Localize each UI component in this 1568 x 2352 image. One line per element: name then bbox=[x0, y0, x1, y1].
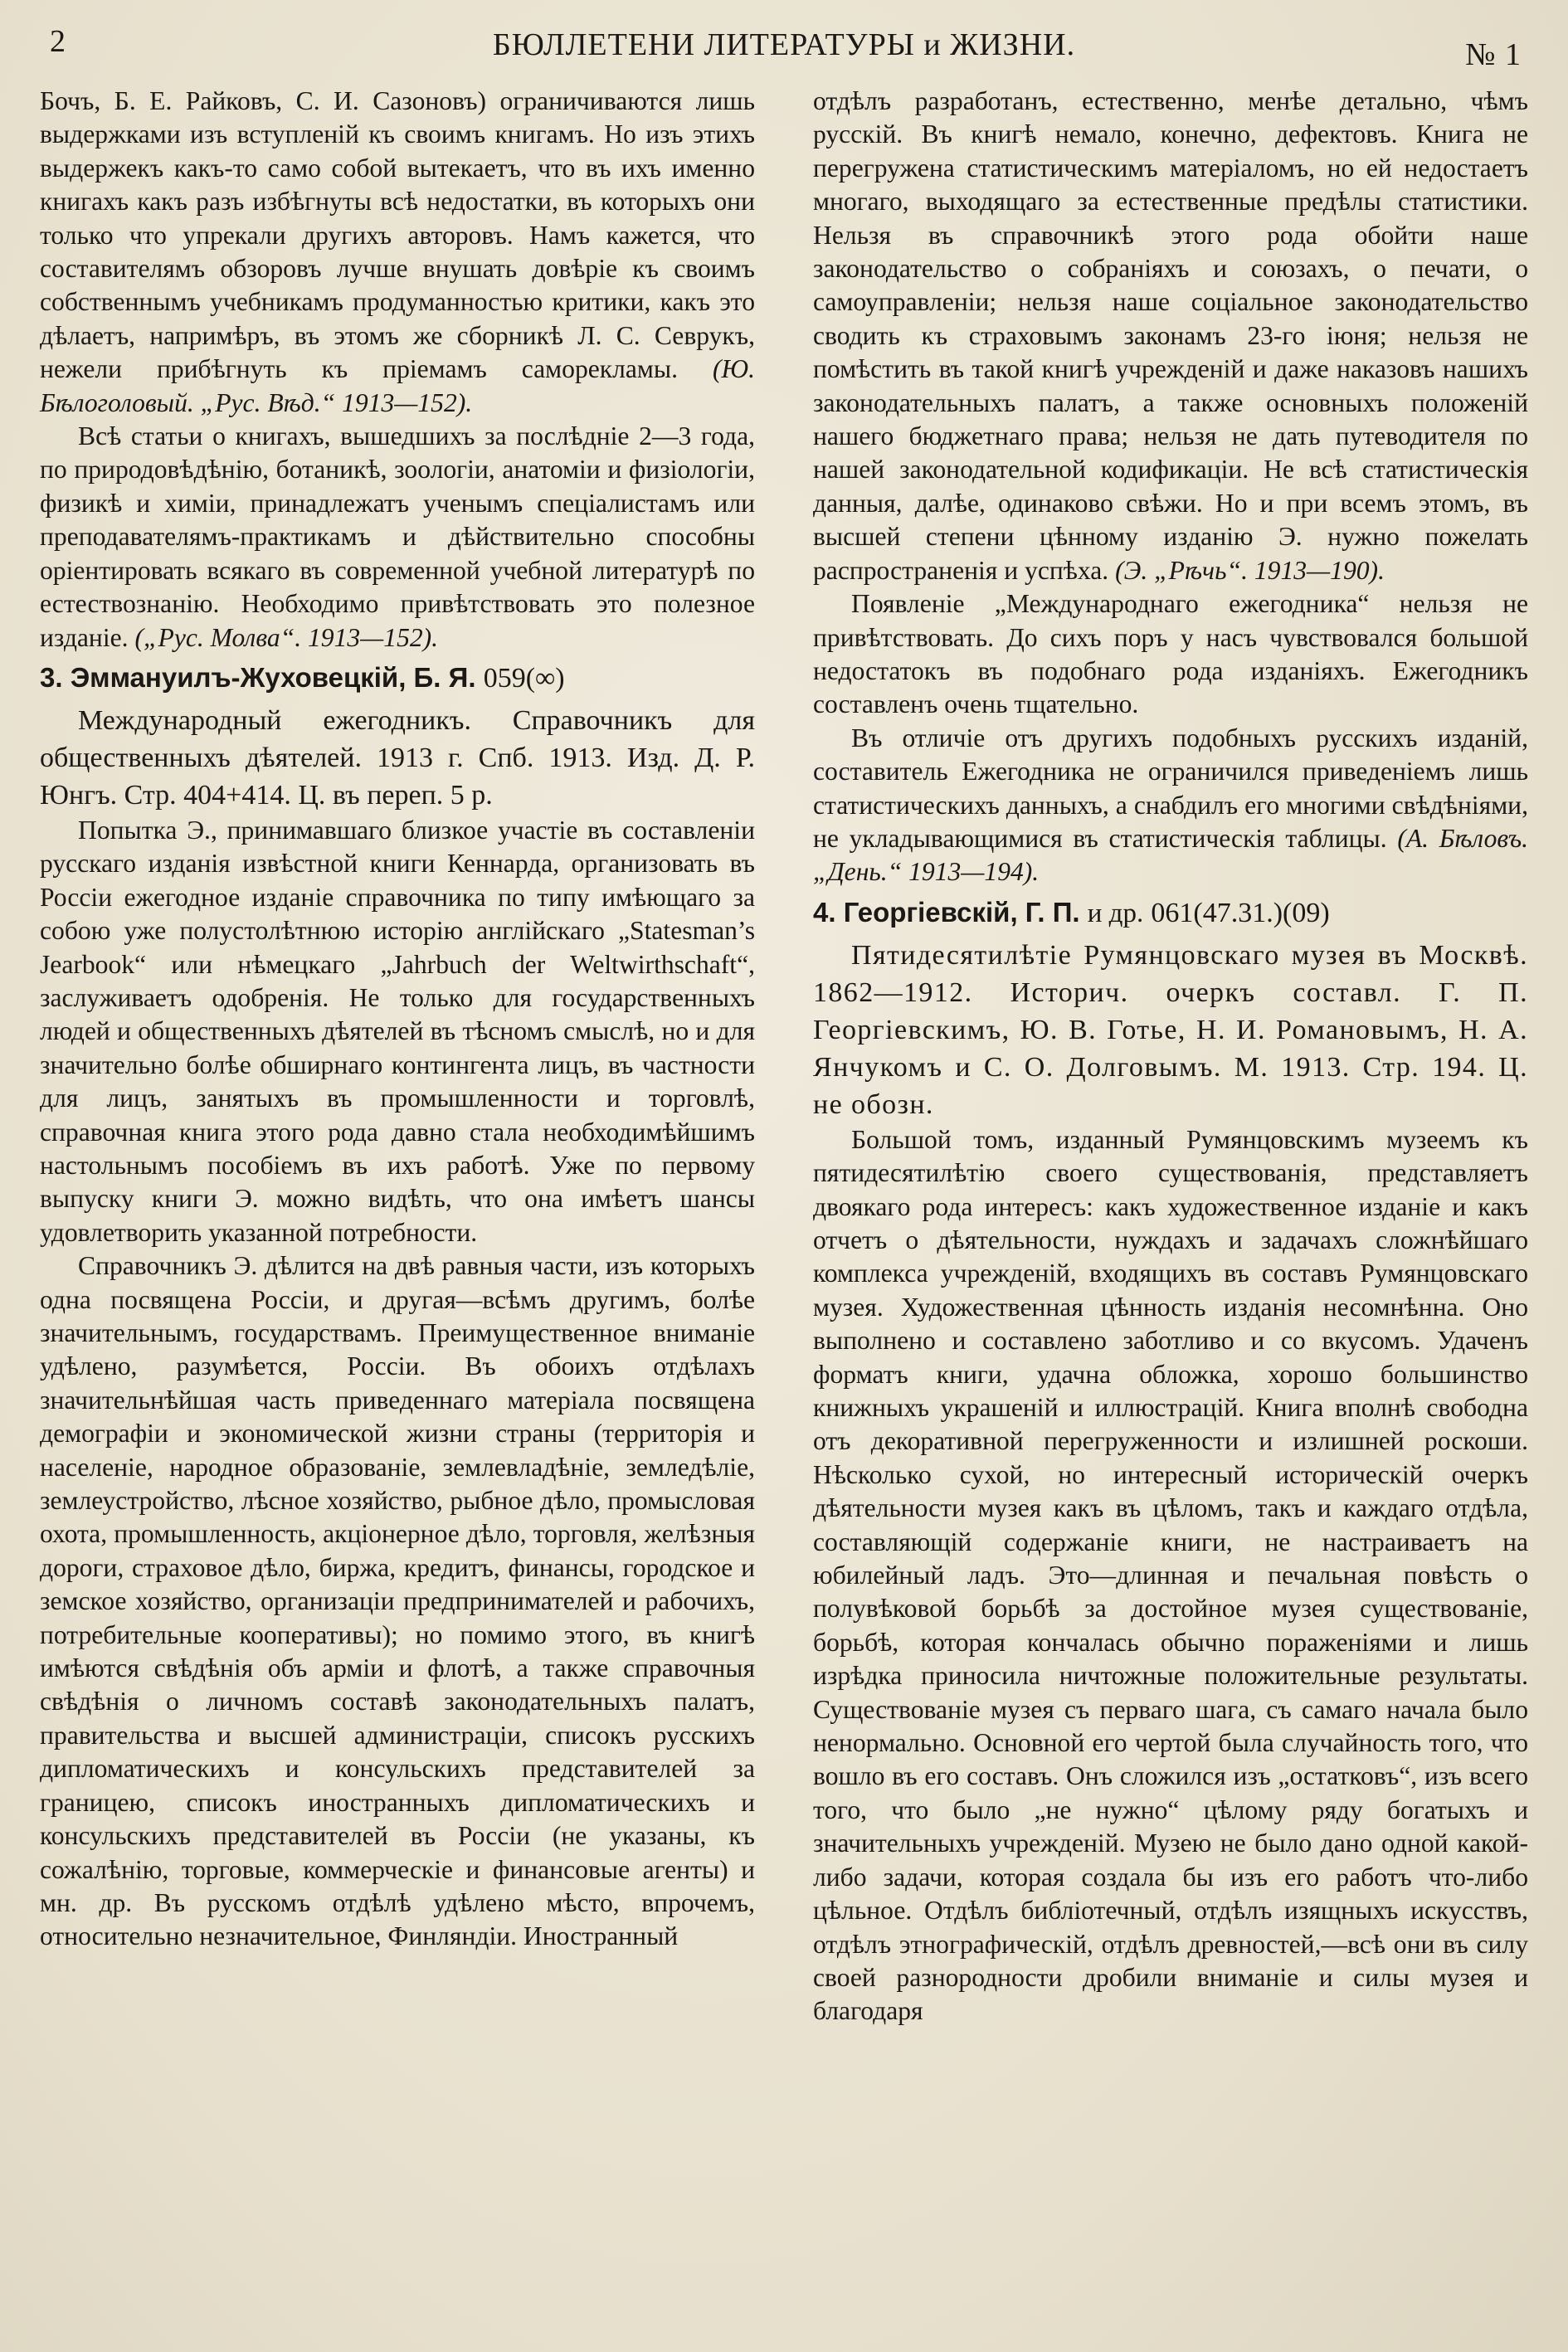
issue-number: № 1 bbox=[1465, 37, 1522, 72]
two-column-body bbox=[40, 85, 1528, 2028]
entry-heading bbox=[40, 660, 755, 697]
review-source: (Ю. Бѣлоголовый. „Рус. Вѣд.“ 1913—152). bbox=[40, 354, 755, 417]
entry-author: 3. Эммануилъ-Жуховецкій, Б. Я. bbox=[40, 661, 476, 693]
entry-author: 4. Георгіевскій, Г. П. bbox=[813, 896, 1080, 928]
classification-code: 059(∞) bbox=[483, 662, 565, 694]
right-column bbox=[813, 85, 1528, 2028]
review-paragraph: Появленіе „Международнаго ежегодника“ нельзя не привѣтствовать. До сихъ поръ у насъ чувствовался большой недостатокъ въ подобнаго рода изданіяхъ. Ежегодникъ составленъ очень тщательно. bbox=[813, 589, 1528, 719]
left-column bbox=[40, 85, 755, 2028]
journal-title: БЮЛЛЕТЕНИ ЛИТЕРАТУРЫ и ЖИЗНИ. bbox=[492, 27, 1076, 62]
entry-heading bbox=[813, 894, 1528, 932]
review-source: (Э. „Рѣчь“. 1913—190). bbox=[1115, 555, 1385, 585]
bibliographic-record: Международный ежегодникъ. Справочникъ для общественныхъ дѣятелей. 1913 г. Спб. 1913. Изд. Д. Р. Юнгъ. Стр. 404+414. Ц. въ переп. 5 р. bbox=[40, 704, 755, 811]
classification-code: 061(47.31.)(09) bbox=[1151, 897, 1330, 928]
page-number: 2 bbox=[50, 24, 66, 59]
review-paragraph: Въ отличіе отъ другихъ подобныхъ русскихъ изданій, составитель Ежегодника не ограничился приведеніемъ лишь статистическихъ данныхъ, а снабдилъ его многими свѣдѣніями, не укладывающимися въ статистическія таблицы. (А. Бѣловъ. „День.“ 1913—194). bbox=[813, 723, 1528, 887]
review-paragraph: Большой томъ, изданный Румянцовскимъ музеемъ къ пятидесятилѣтію своего существованія, представляетъ двоякаго рода интересъ: какъ художественное изданіе и какъ отчетъ о дѣятельности, нуждахъ и задачахъ сложнѣйшаго комплекса учрежденій, входящихъ въ составъ Румянцовскаго музея. Художественная цѣнность изданія несомнѣнна. Оно выполнено и составлено заботливо и со вкусомъ. Удаченъ форматъ книги, удачна обложка, хорошо большинство книжныхъ украшеній и иллюстрацій. Книга вполнѣ свободна отъ декоративной перегруженности и излишней роскоши. Нѣсколько сухой, но интересный историческій очеркъ дѣятельности музея какъ въ цѣломъ, такъ и каждаго отдѣла, составляющій содержаніе книги, не настраиваетъ на юбилейный ладъ. Это—длинная и печальная повѣсть о полувѣковой борьбѣ за достойное музея существованіе, борьбѣ, которая кончалась обычно пораженіями и лишь изрѣдка приносила ничтожные положительные результаты. Существованіе музея съ перваго шага, съ самаго начала было ненормально. Основной его чертой была случайность того, что вошло въ его составъ. Онъ сложился изъ „остатковъ“, изъ всего того, что было „не нужно“ цѣлому ряду богатыхъ и значительныхъ учрежденій. Музею не было дано одной какой-либо задачи, которая создала бы изъ его работъ что-либо цѣльное. Отдѣлъ библіотечный, отдѣлъ изящныхъ искусствъ, отдѣлъ этнографическій, отдѣлъ древностей,—всѣ они въ силу своей разнородности дробили вниманіе и силы музея и благодаря bbox=[813, 1124, 1528, 2026]
bibliographic-record: Пятидесятилѣтіе Румянцовскаго музея въ Москвѣ. 1862—1912. Историч. очеркъ составл. Г. П. Георгіевскимъ, Ю. В. Готье, Н. И. Романовымъ, Н. А. Янчукомъ и С. О. Долговымъ. М. 1913. Стр. 194. Ц. не обозн. bbox=[813, 939, 1528, 1120]
review-source: (А. Бѣловъ. „День.“ 1913—194). bbox=[813, 823, 1528, 887]
review-paragraph: Справочникъ Э. дѣлится на двѣ равныя части, изъ которыхъ одна посвящена Россіи, и другая—всѣмъ другимъ, болѣе значительнымъ, государствамъ. Преимущественное вниманіе удѣлено, разумѣется, Россіи. Въ обоихъ отдѣлахъ значительнѣйшая часть приведеннаго матеріала посвящена демографіи и экономической жизни страны (территорія и населеніе, народное образованіе, землевладѣніе, земледѣліе, землеустройство, лѣсное хозяйство, рыбное дѣло, промысловая охота, промышленность, акціонерное дѣло, торговля, желѣзныя дороги, страховое дѣло, биржа, кредитъ, финансы, городское и земское хозяйство, организаціи предпринимателей и рабочихъ, потребительные кооперативы); но помимо этого, въ книгѣ имѣются свѣдѣнія объ арміи и флотѣ, а также справочныя свѣдѣнія о личномъ составѣ законодательныхъ палатъ, правительства и высшей администраціи, списокъ русскихъ дипломатическихъ и консульскихъ представителей за границею, списокъ иностранныхъ дипломатическихъ и консульскихъ представителей въ Россіи (не указаны, къ сожалѣнію, торговые, коммерческіе и финансовые агенты) и мн. др. Въ русскомъ отдѣлѣ удѣлено мѣсто, впрочемъ, относительно незначительное, Финляндіи. Иностранный bbox=[40, 1251, 755, 1951]
running-header bbox=[40, 17, 1528, 85]
review-paragraph: Бочъ, Б. Е. Райковъ, С. И. Сазоновъ) ограничиваются лишь выдержками изъ вступленій къ своимъ книгамъ. Но изъ этихъ выдержекъ какъ-то само собой вытекаетъ, что въ ихъ именно книгахъ какъ разъ избѣгнуты всѣ недостатки, въ которыхъ они только что упрекали другихъ авторовъ. Намъ кажется, что составителямъ обзоровъ лучше внушать довѣріе къ своимъ собственнымъ учебникамъ продуманностью критики, какъ это дѣлаетъ, напримѣръ, въ этомъ же сборникѣ Л. С. Севрукъ, нежели прибѣгнуть къ пріемамъ саморекламы. (Ю. Бѣлоголовый. „Рус. Вѣд.“ 1913—152). bbox=[40, 86, 755, 417]
review-paragraph: Всѣ статьи о книгахъ, вышедшихъ за послѣдніе 2—3 года, по природовѣдѣнію, ботаникѣ, зоологіи, анатоміи и физіологіи, физикѣ и химіи, принадлежатъ ученымъ спеціалистамъ или преподавателямъ-практикамъ и дѣйствительно способны оріентировать всякаго въ современной учебной литературѣ по естествознанію. Необходимо привѣтствовать это полезное изданіе. („Рус. Молва“. 1913—152). bbox=[40, 421, 755, 652]
review-source: („Рус. Молва“. 1913—152). bbox=[134, 622, 439, 652]
entry-author-suffix: и др. bbox=[1087, 898, 1144, 928]
review-paragraph: Попытка Э., принимавшаго близкое участіе въ составленіи русскаго изданія извѣстной книги Кеннарда, организовать въ Россіи ежегодное изданіе справочника по типу имѣющаго за собою уже полустолѣтнюю исторію англійскаго „Statesman’s Jearbook“ или нѣмецкаго „Jahrbuch der Weltwirthschaft“, заслуживаетъ одобренія. Не только для государственныхъ людей и общественныхъ дѣятелей въ тѣсномъ смыслѣ, но и для значительно болѣе обширнаго контингента лицъ, въ частности для лицъ, занятыхъ въ промышленности и торговлѣ, справочная книга этого рода давно стала необходимѣйшимъ настольнымъ пособіемъ въ ихъ работѣ. Уже по первому выпуску книги Э. можно видѣть, что она имѣетъ шансы удовлетворить указанной потребности. bbox=[40, 815, 755, 1247]
review-paragraph: отдѣлъ разработанъ, естественно, менѣе детально, чѣмъ русскій. Въ книгѣ немало, конечно, дефектовъ. Книга не перегружена статистическимъ матеріаломъ, но ей недостаетъ многаго, выходящаго за естественные предѣлы статистики. Нельзя въ справочникѣ этого рода обойти наше законодательство о собраніяхъ и союзахъ, о печати, о самоуправленіи; нельзя наше соціальное законодательство сводить къ страховымъ законамъ 23-го іюня; нельзя не помѣстить въ такой книгѣ учрежденій и даже наказовъ нашихъ законодательныхъ палатъ, а также основныхъ положеній нашего бюджетнаго права; нельзя не дать путеводителя по нашей законодательной кодификаціи. Не всѣ статистическія данныя, далѣе, одинаково свѣжи. Но и при всемъ этомъ, въ высшей степени цѣнному изданію Э. нужно пожелать распространенія и успѣха. (Э. „Рѣчь“. 1913—190). bbox=[813, 86, 1528, 585]
